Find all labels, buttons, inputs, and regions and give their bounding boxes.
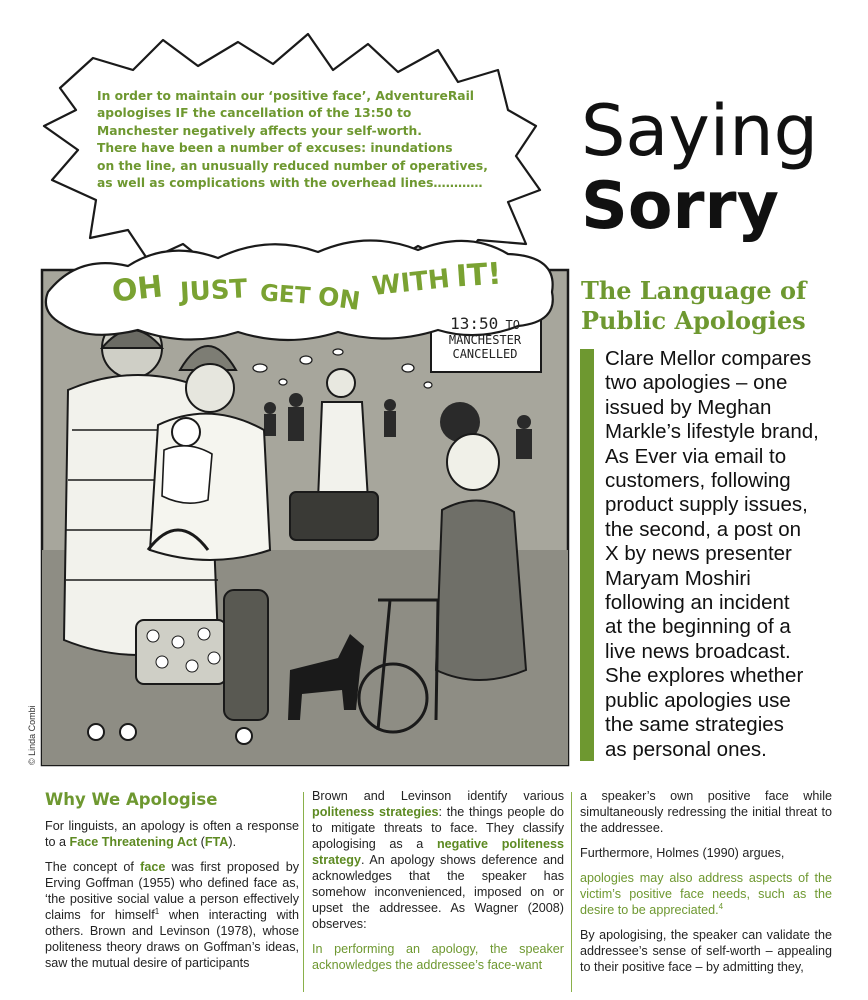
text-run: apologies may also address aspects of the victim’s positive face needs, such as the desire to be appreciated. xyxy=(580,871,832,917)
intro-line: X by news presenter xyxy=(605,542,792,566)
board-time: 13:50 xyxy=(450,314,499,333)
shout-word: ON xyxy=(316,281,363,316)
intro-accent-bar xyxy=(580,349,594,761)
text-run: For linguists, an apology is often a response to a xyxy=(45,819,299,849)
text-run: when interacting with others. Brown and Levinson (1978), whose politeness theory draws on Goffman’s ideas, saw the mutual desire of participants xyxy=(45,908,299,970)
paragraph xyxy=(312,788,564,932)
board-status: CANCELLED xyxy=(452,347,518,361)
key-term: politeness strategies xyxy=(312,805,439,819)
article-column-2 xyxy=(312,788,564,998)
intro-line: Maryam Moshiri xyxy=(605,566,751,590)
key-term: face xyxy=(140,860,166,874)
paragraph: By apologising, the speaker can validate the addressee’s sense of self-worth – appealing to their positive face – by admitting they, xyxy=(580,928,832,974)
intro-line: the second, a post on xyxy=(605,517,802,541)
footnote-ref: 4 xyxy=(718,901,724,911)
text-run: ( xyxy=(197,835,205,849)
intro-line: Clare Mellor compares xyxy=(605,347,812,370)
subtitle-line-2: Public Apologies xyxy=(581,306,806,335)
key-term: FTA xyxy=(204,835,229,849)
shout-text xyxy=(112,258,532,318)
intro-line: two apologies – one xyxy=(605,371,788,395)
text-run: . An apology shows deference and acknowledges that the speaker has somehow inconvenienced, imposed on or upset the addressee. As Wagner (2008) observes: xyxy=(312,853,564,931)
intro-line: public apologies use xyxy=(605,688,791,712)
speech-line: In order to maintain our ‘positive face’, AdventureRail xyxy=(97,89,475,103)
intro-line: at the beginning of a xyxy=(605,615,791,639)
intro-line: Markle’s lifestyle brand, xyxy=(605,420,819,444)
paragraph xyxy=(45,859,299,971)
shout-word: IT! xyxy=(454,256,503,295)
illustration-credit: © Linda Combi xyxy=(27,705,37,765)
intro-line: the same strategies xyxy=(605,713,784,737)
paragraph: a speaker’s own positive face while simultaneously redressing the initial threat to the addressee. xyxy=(580,789,832,835)
intro-line: live news broadcast. xyxy=(605,639,791,663)
departure-board xyxy=(432,314,538,361)
text-run: The concept of xyxy=(45,860,141,874)
text-run: ). xyxy=(228,835,237,849)
speech-bubble-text xyxy=(97,88,517,192)
speech-line: as well as complications with the overhead lines………… xyxy=(97,176,483,191)
title-line-1: Saying xyxy=(581,90,819,172)
shout-word: GET xyxy=(259,280,312,310)
subtitle xyxy=(581,276,841,336)
article-column-1 xyxy=(45,790,299,1000)
paragraph xyxy=(45,818,299,850)
subtitle-line-1: The Language of xyxy=(581,276,807,305)
article-column-3 xyxy=(580,788,832,998)
speech-line: apologises IF the cancellation of the 13:50 to xyxy=(97,106,412,121)
intro-line: product supply issues, xyxy=(605,493,808,517)
shout-word: JUST xyxy=(179,274,248,308)
key-term: negative politeness strategy xyxy=(312,837,564,867)
intro-line: following an incident xyxy=(605,591,790,615)
intro-line: As Ever via email to xyxy=(605,444,787,468)
section-heading: Why We Apologise xyxy=(45,790,218,809)
intro-line: She explores whether xyxy=(605,664,804,688)
shout-word: OH xyxy=(110,269,165,310)
text-run: was first proposed by Erving Goffman (1955) who defined face as, ‘the positive social value a person effectively claims for himself xyxy=(45,860,299,922)
intro-line: customers, following xyxy=(605,469,791,493)
intro-line: as personal ones. xyxy=(605,737,767,761)
speech-line: on the line, an unusually reduced number of operatives, xyxy=(97,158,488,173)
footnote-ref: 1 xyxy=(154,906,160,916)
board-destination: MANCHESTER xyxy=(448,333,522,347)
speech-line: Manchester negatively affects your self-worth. xyxy=(97,123,422,138)
block-quote xyxy=(580,870,832,918)
intro-line: issued by Meghan xyxy=(605,395,772,419)
key-term: Face Threatening Act xyxy=(69,835,198,849)
paragraph: Furthermore, Holmes (1990) argues, xyxy=(580,846,785,860)
text-run: : the things people do to mitigate threats to face. They classify apologising as a xyxy=(312,805,564,851)
block-quote: In performing an apology, the speaker acknowledges the addressee’s face-want xyxy=(312,942,564,972)
column-divider xyxy=(303,792,304,992)
column-divider xyxy=(571,792,572,992)
intro-standfirst xyxy=(605,347,865,762)
speech-line: There have been a number of excuses: inundations xyxy=(97,141,453,156)
title-line-2: Sorry xyxy=(581,169,779,244)
text-run: Brown and Levinson identify various xyxy=(312,789,564,803)
board-to: TO xyxy=(505,318,520,332)
shout-word: WITH xyxy=(370,264,452,302)
